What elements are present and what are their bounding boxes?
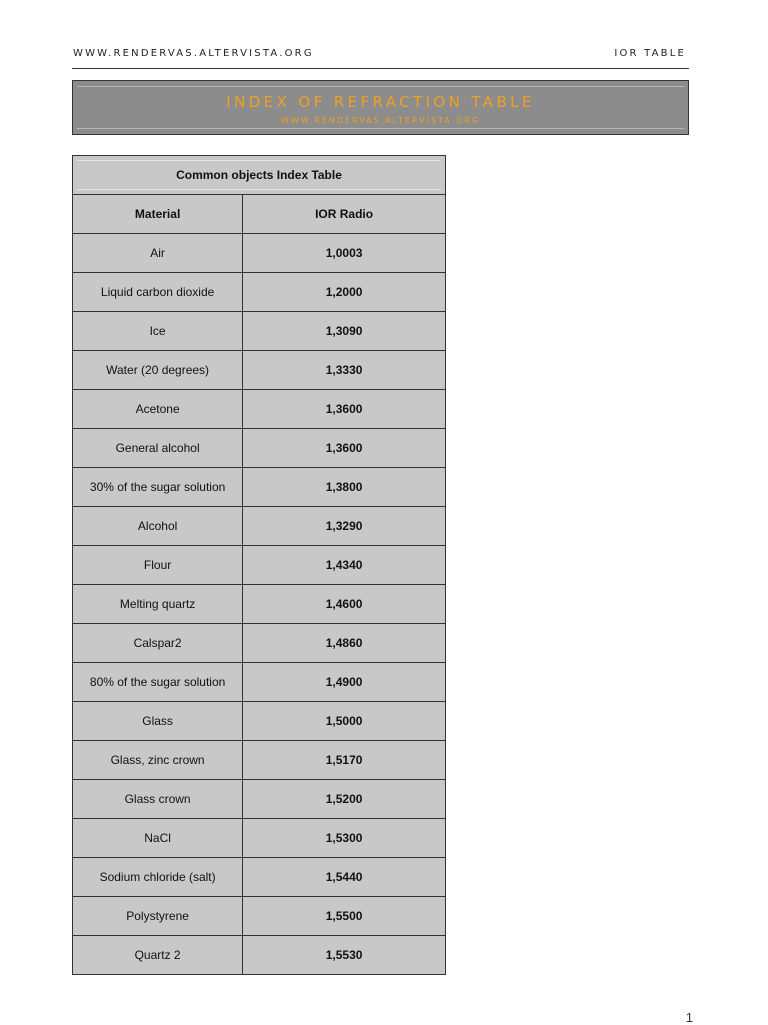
- page-number: 1: [685, 1010, 693, 1025]
- table-row: [73, 546, 446, 585]
- column-header-material: Material: [73, 195, 243, 234]
- table-row: [73, 624, 446, 663]
- table-header-row: [73, 195, 446, 234]
- table-row: [73, 702, 446, 741]
- material-cell: Glass: [73, 702, 243, 741]
- ior-value-cell: 1,5200: [243, 780, 446, 819]
- table-row: [73, 234, 446, 273]
- material-cell: Air: [73, 234, 243, 273]
- material-cell: Alcohol: [73, 507, 243, 546]
- ior-value-cell: 1,5000: [243, 702, 446, 741]
- table-title-row: [73, 156, 446, 195]
- ior-value-cell: 1,4900: [243, 663, 446, 702]
- material-cell: Ice: [73, 312, 243, 351]
- ior-value-cell: 1,0003: [243, 234, 446, 273]
- banner-inner-line-bottom: [77, 128, 684, 129]
- ior-value-cell: 1,4340: [243, 546, 446, 585]
- material-cell: Sodium chloride (salt): [73, 858, 243, 897]
- table-row: [73, 741, 446, 780]
- material-cell: Glass, zinc crown: [73, 741, 243, 780]
- table-row: [73, 468, 446, 507]
- material-cell: Liquid carbon dioxide: [73, 273, 243, 312]
- ior-value-cell: 1,3330: [243, 351, 446, 390]
- table-row: [73, 390, 446, 429]
- ior-value-cell: 1,3290: [243, 507, 446, 546]
- material-cell: Polystyrene: [73, 897, 243, 936]
- banner-inner-line-top: [77, 86, 684, 87]
- ior-value-cell: 1,5530: [243, 936, 446, 975]
- material-cell: General alcohol: [73, 429, 243, 468]
- table-row: [73, 936, 446, 975]
- ior-value-cell: 1,5440: [243, 858, 446, 897]
- table-row: [73, 312, 446, 351]
- header-doc-title: IOR TABLE: [614, 48, 686, 59]
- ior-value-cell: 1,4600: [243, 585, 446, 624]
- header-divider: [72, 68, 689, 69]
- ior-value-cell: 1,5500: [243, 897, 446, 936]
- material-cell: Flour: [73, 546, 243, 585]
- material-cell: Water (20 degrees): [73, 351, 243, 390]
- column-header-ior: IOR Radio: [243, 195, 446, 234]
- table-title: [73, 156, 446, 195]
- material-cell: Quartz 2: [73, 936, 243, 975]
- material-cell: Melting quartz: [73, 585, 243, 624]
- ior-value-cell: 1,3600: [243, 429, 446, 468]
- table-row: [73, 780, 446, 819]
- ior-value-cell: 1,5170: [243, 741, 446, 780]
- material-cell: NaCl: [73, 819, 243, 858]
- table-row: [73, 819, 446, 858]
- banner-subtitle: WWW.RENDERVAS.ALTERVISTA.ORG: [280, 116, 481, 125]
- ior-value-cell: 1,3800: [243, 468, 446, 507]
- table-title-text: Common objects Index Table: [176, 168, 342, 182]
- ior-value-cell: 1,3600: [243, 390, 446, 429]
- material-cell: Calspar2: [73, 624, 243, 663]
- ior-value-cell: 1,4860: [243, 624, 446, 663]
- ior-value-cell: 1,5300: [243, 819, 446, 858]
- ior-table: [72, 155, 446, 975]
- ior-value-cell: 1,2000: [243, 273, 446, 312]
- table-row: [73, 351, 446, 390]
- table-row: [73, 273, 446, 312]
- table-row: [73, 663, 446, 702]
- material-cell: Acetone: [73, 390, 243, 429]
- ior-value-cell: 1,3090: [243, 312, 446, 351]
- table-row: [73, 585, 446, 624]
- material-cell: 80% of the sugar solution: [73, 663, 243, 702]
- table-row: [73, 507, 446, 546]
- header-site-url: WWW.RENDERVAS.ALTERVISTA.ORG: [73, 48, 314, 59]
- banner-title: INDEX OF REFRACTION TABLE: [226, 93, 535, 111]
- material-cell: Glass crown: [73, 780, 243, 819]
- material-cell: 30% of the sugar solution: [73, 468, 243, 507]
- table-row: [73, 858, 446, 897]
- title-banner: [72, 80, 689, 135]
- table-row: [73, 897, 446, 936]
- table-row: [73, 429, 446, 468]
